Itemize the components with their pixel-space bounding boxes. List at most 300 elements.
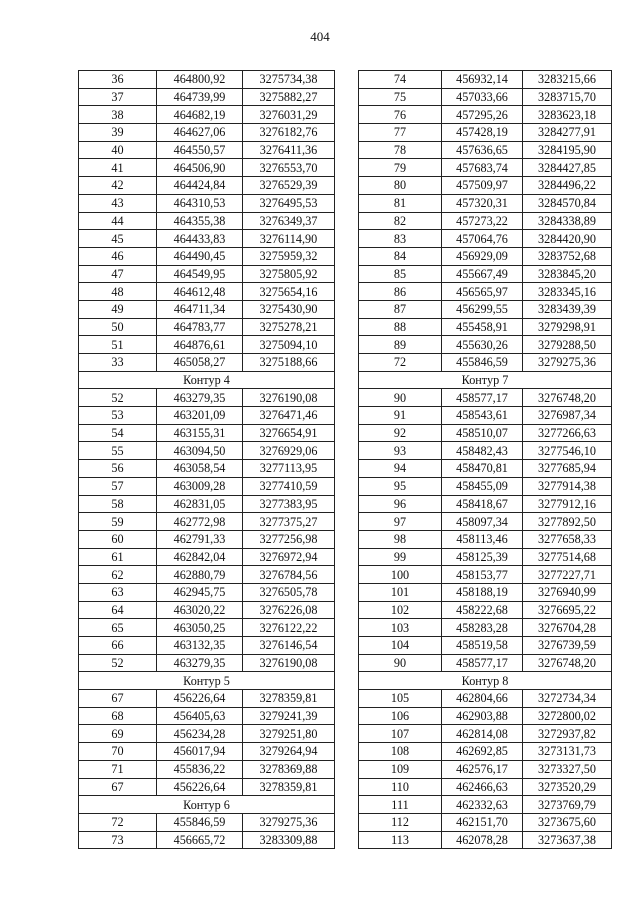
table-row (359, 407, 612, 425)
point-number: 67 (79, 778, 157, 796)
point-number: 90 (359, 654, 442, 672)
table-row (359, 106, 612, 124)
table-row (79, 477, 335, 495)
point-number: 101 (359, 583, 442, 601)
table-row (79, 159, 335, 177)
point-number: 65 (79, 619, 157, 637)
x-coordinate: 464682,19 (157, 106, 243, 124)
x-coordinate: 462466,63 (442, 778, 523, 796)
y-coordinate: 3276505,78 (243, 583, 335, 601)
x-coordinate: 464506,90 (157, 159, 243, 177)
point-number: 104 (359, 637, 442, 655)
x-coordinate: 464783,77 (157, 318, 243, 336)
table-row (79, 124, 335, 142)
table-row (359, 194, 612, 212)
x-coordinate: 464550,57 (157, 141, 243, 159)
table-row (359, 354, 612, 372)
y-coordinate: 3275094,10 (243, 336, 335, 354)
x-coordinate: 458418,67 (442, 495, 523, 513)
y-coordinate: 3277375,27 (243, 513, 335, 531)
x-coordinate: 462791,33 (157, 530, 243, 548)
contour-header-row (79, 672, 335, 690)
table-row (359, 124, 612, 142)
table-row (359, 760, 612, 778)
point-number: 48 (79, 283, 157, 301)
point-number: 72 (359, 354, 442, 372)
y-coordinate: 3276987,34 (523, 407, 612, 425)
point-number: 37 (79, 88, 157, 106)
table-row (79, 813, 335, 831)
x-coordinate: 463279,35 (157, 654, 243, 672)
x-coordinate: 464612,48 (157, 283, 243, 301)
point-number: 74 (359, 71, 442, 89)
x-coordinate: 462804,66 (442, 690, 523, 708)
x-coordinate: 462903,88 (442, 707, 523, 725)
x-coordinate: 456226,64 (157, 778, 243, 796)
table-row (359, 690, 612, 708)
y-coordinate: 3275278,21 (243, 318, 335, 336)
table-row (359, 707, 612, 725)
x-coordinate: 455846,59 (157, 813, 243, 831)
point-number: 108 (359, 743, 442, 761)
x-coordinate: 456234,28 (157, 725, 243, 743)
x-coordinate: 462078,28 (442, 831, 523, 849)
y-coordinate: 3272937,82 (523, 725, 612, 743)
table-row (79, 424, 335, 442)
point-number: 69 (79, 725, 157, 743)
table-row (79, 548, 335, 566)
point-number: 103 (359, 619, 442, 637)
x-coordinate: 455458,91 (442, 318, 523, 336)
x-coordinate: 456226,64 (157, 690, 243, 708)
point-number: 82 (359, 212, 442, 230)
y-coordinate: 3276784,56 (243, 566, 335, 584)
point-number: 41 (79, 159, 157, 177)
x-coordinate: 457295,26 (442, 106, 523, 124)
x-coordinate: 464876,61 (157, 336, 243, 354)
y-coordinate: 3276972,94 (243, 548, 335, 566)
y-coordinate: 3276349,37 (243, 212, 335, 230)
y-coordinate: 3283715,70 (523, 88, 612, 106)
table-row (359, 71, 612, 89)
point-number: 93 (359, 442, 442, 460)
y-coordinate: 3283845,20 (523, 265, 612, 283)
y-coordinate: 3277256,98 (243, 530, 335, 548)
y-coordinate: 3276190,08 (243, 389, 335, 407)
point-number: 64 (79, 601, 157, 619)
point-number: 52 (79, 654, 157, 672)
y-coordinate: 3277658,33 (523, 530, 612, 548)
point-number: 94 (359, 460, 442, 478)
point-number: 58 (79, 495, 157, 513)
table-row (79, 460, 335, 478)
y-coordinate: 3272734,34 (523, 690, 612, 708)
y-coordinate: 3276748,20 (523, 654, 612, 672)
point-number: 60 (79, 530, 157, 548)
y-coordinate: 3275654,16 (243, 283, 335, 301)
y-coordinate: 3276695,22 (523, 601, 612, 619)
point-number: 109 (359, 760, 442, 778)
y-coordinate: 3276739,59 (523, 637, 612, 655)
point-number: 98 (359, 530, 442, 548)
y-coordinate: 3284496,22 (523, 177, 612, 195)
y-coordinate: 3277892,50 (523, 513, 612, 531)
y-coordinate: 3273520,29 (523, 778, 612, 796)
y-coordinate: 3277410,59 (243, 477, 335, 495)
point-number: 90 (359, 389, 442, 407)
table-row (359, 141, 612, 159)
point-number: 59 (79, 513, 157, 531)
table-row (359, 619, 612, 637)
table-row (79, 442, 335, 460)
point-number: 52 (79, 389, 157, 407)
x-coordinate: 465058,27 (157, 354, 243, 372)
y-coordinate: 3283439,39 (523, 300, 612, 318)
x-coordinate: 457683,74 (442, 159, 523, 177)
table-row (359, 230, 612, 248)
y-coordinate: 3276940,99 (523, 583, 612, 601)
y-coordinate: 3273637,38 (523, 831, 612, 849)
x-coordinate: 462151,70 (442, 813, 523, 831)
x-coordinate: 458577,17 (442, 654, 523, 672)
point-number: 42 (79, 177, 157, 195)
point-number: 72 (79, 813, 157, 831)
point-number: 40 (79, 141, 157, 159)
y-coordinate: 3279264,94 (243, 743, 335, 761)
contour-header-row (79, 371, 335, 389)
table-row (79, 247, 335, 265)
coordinates-table-left (78, 70, 335, 849)
y-coordinate: 3276182,76 (243, 124, 335, 142)
y-coordinate: 3277514,68 (523, 548, 612, 566)
x-coordinate: 464433,83 (157, 230, 243, 248)
point-number: 66 (79, 637, 157, 655)
y-coordinate: 3284338,89 (523, 212, 612, 230)
x-coordinate: 455836,22 (157, 760, 243, 778)
x-coordinate: 458097,34 (442, 513, 523, 531)
x-coordinate: 458577,17 (442, 389, 523, 407)
point-number: 106 (359, 707, 442, 725)
y-coordinate: 3276654,91 (243, 424, 335, 442)
x-coordinate: 458283,28 (442, 619, 523, 637)
point-number: 61 (79, 548, 157, 566)
point-number: 54 (79, 424, 157, 442)
point-number: 76 (359, 106, 442, 124)
table-row (359, 566, 612, 584)
table-row (79, 513, 335, 531)
table-row (79, 654, 335, 672)
table-row (79, 743, 335, 761)
table-row (79, 778, 335, 796)
point-number: 36 (79, 71, 157, 89)
y-coordinate: 3283345,16 (523, 283, 612, 301)
point-number: 67 (79, 690, 157, 708)
x-coordinate: 464549,95 (157, 265, 243, 283)
table-row (79, 725, 335, 743)
point-number: 71 (79, 760, 157, 778)
y-coordinate: 3283752,68 (523, 247, 612, 265)
point-number: 56 (79, 460, 157, 478)
y-coordinate: 3276929,06 (243, 442, 335, 460)
table-row (79, 530, 335, 548)
point-number: 50 (79, 318, 157, 336)
point-number: 68 (79, 707, 157, 725)
table-row (79, 230, 335, 248)
table-row (359, 743, 612, 761)
x-coordinate: 456565,97 (442, 283, 523, 301)
point-number: 44 (79, 212, 157, 230)
table-row (79, 194, 335, 212)
x-coordinate: 458153,77 (442, 566, 523, 584)
table-row (79, 177, 335, 195)
contour-header: Контур 5 (79, 672, 335, 690)
point-number: 97 (359, 513, 442, 531)
y-coordinate: 3284570,84 (523, 194, 612, 212)
point-number: 55 (79, 442, 157, 460)
x-coordinate: 458510,07 (442, 424, 523, 442)
table-row (359, 265, 612, 283)
y-coordinate: 3273327,50 (523, 760, 612, 778)
table-row (359, 796, 612, 814)
x-coordinate: 458455,09 (442, 477, 523, 495)
x-coordinate: 463132,35 (157, 637, 243, 655)
y-coordinate: 3283623,18 (523, 106, 612, 124)
x-coordinate: 458222,68 (442, 601, 523, 619)
contour-header: Контур 6 (79, 796, 335, 814)
point-number: 84 (359, 247, 442, 265)
point-number: 100 (359, 566, 442, 584)
contour-header: Контур 8 (359, 672, 612, 690)
point-number: 92 (359, 424, 442, 442)
point-number: 85 (359, 265, 442, 283)
point-number: 78 (359, 141, 442, 159)
x-coordinate: 458188,19 (442, 583, 523, 601)
x-coordinate: 458482,43 (442, 442, 523, 460)
point-number: 87 (359, 300, 442, 318)
y-coordinate: 3272800,02 (523, 707, 612, 725)
table-row (359, 513, 612, 531)
x-coordinate: 457320,31 (442, 194, 523, 212)
y-coordinate: 3276114,90 (243, 230, 335, 248)
table-row (359, 725, 612, 743)
y-coordinate: 3278359,81 (243, 778, 335, 796)
y-coordinate: 3284195,90 (523, 141, 612, 159)
x-coordinate: 457064,76 (442, 230, 523, 248)
x-coordinate: 464355,38 (157, 212, 243, 230)
point-number: 43 (79, 194, 157, 212)
x-coordinate: 462576,17 (442, 760, 523, 778)
x-coordinate: 456405,63 (157, 707, 243, 725)
point-number: 38 (79, 106, 157, 124)
y-coordinate: 3276122,22 (243, 619, 335, 637)
table-row (359, 460, 612, 478)
point-number: 47 (79, 265, 157, 283)
x-coordinate: 457273,22 (442, 212, 523, 230)
table-row (359, 477, 612, 495)
table-row (79, 336, 335, 354)
y-coordinate: 3277266,63 (523, 424, 612, 442)
x-coordinate: 463094,50 (157, 442, 243, 460)
table-row (359, 831, 612, 849)
point-number: 112 (359, 813, 442, 831)
y-coordinate: 3284427,85 (523, 159, 612, 177)
x-coordinate: 456665,72 (157, 831, 243, 849)
point-number: 91 (359, 407, 442, 425)
table-row (79, 300, 335, 318)
table-row (79, 141, 335, 159)
x-coordinate: 464800,92 (157, 71, 243, 89)
x-coordinate: 463155,31 (157, 424, 243, 442)
x-coordinate: 462814,08 (442, 725, 523, 743)
y-coordinate: 3275188,66 (243, 354, 335, 372)
table-row (79, 707, 335, 725)
point-number: 99 (359, 548, 442, 566)
point-number: 53 (79, 407, 157, 425)
y-coordinate: 3276553,70 (243, 159, 335, 177)
table-row (359, 442, 612, 460)
x-coordinate: 457033,66 (442, 88, 523, 106)
point-number: 102 (359, 601, 442, 619)
y-coordinate: 3276529,39 (243, 177, 335, 195)
x-coordinate: 457509,97 (442, 177, 523, 195)
coordinates-table-right (358, 70, 612, 849)
y-coordinate: 3278369,88 (243, 760, 335, 778)
y-coordinate: 3276495,53 (243, 194, 335, 212)
y-coordinate: 3276031,29 (243, 106, 335, 124)
point-number: 107 (359, 725, 442, 743)
point-number: 39 (79, 124, 157, 142)
x-coordinate: 455630,26 (442, 336, 523, 354)
point-number: 89 (359, 336, 442, 354)
x-coordinate: 462332,63 (442, 796, 523, 814)
y-coordinate: 3276748,20 (523, 389, 612, 407)
table-row (79, 619, 335, 637)
y-coordinate: 3277383,95 (243, 495, 335, 513)
y-coordinate: 3283215,66 (523, 71, 612, 89)
y-coordinate: 3275882,27 (243, 88, 335, 106)
x-coordinate: 455667,49 (442, 265, 523, 283)
contour-header-row (359, 672, 612, 690)
table-row (79, 88, 335, 106)
y-coordinate: 3277914,38 (523, 477, 612, 495)
x-coordinate: 458125,39 (442, 548, 523, 566)
table-row (359, 654, 612, 672)
y-coordinate: 3273675,60 (523, 813, 612, 831)
y-coordinate: 3277546,10 (523, 442, 612, 460)
point-number: 111 (359, 796, 442, 814)
y-coordinate: 3283309,88 (243, 831, 335, 849)
y-coordinate: 3277113,95 (243, 460, 335, 478)
x-coordinate: 463050,25 (157, 619, 243, 637)
y-coordinate: 3275959,32 (243, 247, 335, 265)
table-row (79, 637, 335, 655)
point-number: 57 (79, 477, 157, 495)
table-row (79, 283, 335, 301)
point-number: 88 (359, 318, 442, 336)
x-coordinate: 462842,04 (157, 548, 243, 566)
table-row (359, 336, 612, 354)
y-coordinate: 3277912,16 (523, 495, 612, 513)
table-row (79, 601, 335, 619)
point-number: 46 (79, 247, 157, 265)
table-row (359, 601, 612, 619)
x-coordinate: 458543,61 (442, 407, 523, 425)
table-row (359, 424, 612, 442)
x-coordinate: 462880,79 (157, 566, 243, 584)
table-row (79, 566, 335, 584)
point-number: 73 (79, 831, 157, 849)
y-coordinate: 3277685,94 (523, 460, 612, 478)
contour-header: Контур 7 (359, 371, 612, 389)
x-coordinate: 458113,46 (442, 530, 523, 548)
x-coordinate: 458519,58 (442, 637, 523, 655)
point-number: 83 (359, 230, 442, 248)
table-row (79, 71, 335, 89)
x-coordinate: 464627,06 (157, 124, 243, 142)
table-row (359, 389, 612, 407)
y-coordinate: 3273769,79 (523, 796, 612, 814)
table-row (359, 778, 612, 796)
table-row (79, 389, 335, 407)
x-coordinate: 456932,14 (442, 71, 523, 89)
y-coordinate: 3284277,91 (523, 124, 612, 142)
x-coordinate: 464424,84 (157, 177, 243, 195)
point-number: 45 (79, 230, 157, 248)
table-row (359, 283, 612, 301)
y-coordinate: 3275734,38 (243, 71, 335, 89)
table-row (79, 265, 335, 283)
y-coordinate: 3279288,50 (523, 336, 612, 354)
point-number: 51 (79, 336, 157, 354)
x-coordinate: 456929,09 (442, 247, 523, 265)
table-row (359, 300, 612, 318)
x-coordinate: 464711,34 (157, 300, 243, 318)
table-row (79, 212, 335, 230)
point-number: 81 (359, 194, 442, 212)
table-row (79, 690, 335, 708)
x-coordinate: 464310,53 (157, 194, 243, 212)
table-row (359, 530, 612, 548)
x-coordinate: 463201,09 (157, 407, 243, 425)
table-row (359, 495, 612, 513)
y-coordinate: 3275430,90 (243, 300, 335, 318)
y-coordinate: 3276704,28 (523, 619, 612, 637)
contour-header-row (79, 796, 335, 814)
table-row (79, 831, 335, 849)
x-coordinate: 458470,81 (442, 460, 523, 478)
point-number: 77 (359, 124, 442, 142)
x-coordinate: 457636,65 (442, 141, 523, 159)
x-coordinate: 455846,59 (442, 354, 523, 372)
x-coordinate: 462945,75 (157, 583, 243, 601)
y-coordinate: 3279298,91 (523, 318, 612, 336)
table-row (359, 247, 612, 265)
table-row (79, 495, 335, 513)
y-coordinate: 3275805,92 (243, 265, 335, 283)
point-number: 33 (79, 354, 157, 372)
x-coordinate: 456299,55 (442, 300, 523, 318)
table-row (79, 106, 335, 124)
table-row (359, 177, 612, 195)
point-number: 86 (359, 283, 442, 301)
table-row (359, 318, 612, 336)
x-coordinate: 462692,85 (442, 743, 523, 761)
x-coordinate: 464490,45 (157, 247, 243, 265)
y-coordinate: 3284420,90 (523, 230, 612, 248)
x-coordinate: 463009,28 (157, 477, 243, 495)
table-row (79, 583, 335, 601)
table-row (79, 407, 335, 425)
